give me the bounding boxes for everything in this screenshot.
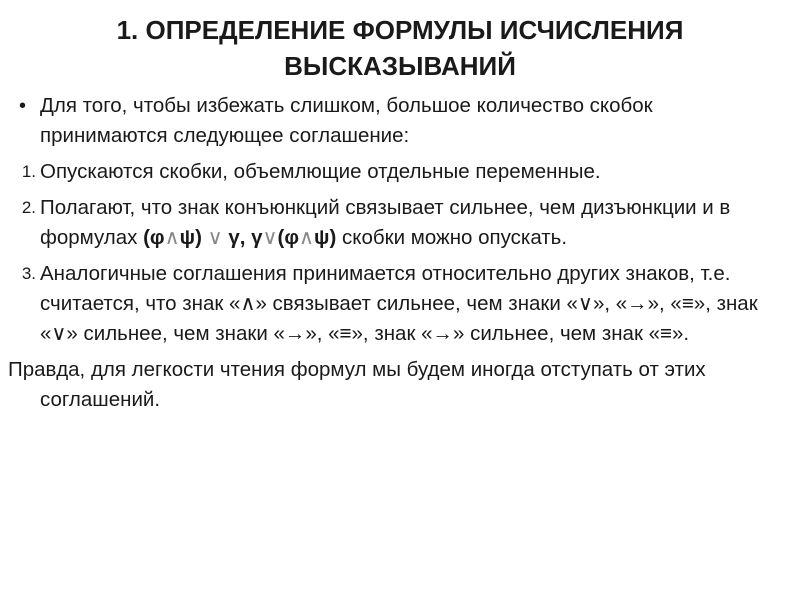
list-item-2: [0, 193, 800, 253]
formula-2-or-symbol: ∨: [262, 226, 278, 249]
list-marker-2: 2.: [21, 198, 36, 217]
bullet-marker: •: [18, 95, 26, 117]
list-item-3: [0, 259, 800, 349]
formula-gamma: γ, γ: [228, 226, 263, 249]
intro-text: Для того, чтобы избежать слишком, большое количество скобок принимаются следующее соглашение:: [40, 94, 653, 147]
list-marker-3: 3.: [21, 264, 36, 283]
formula-1-open: (φ: [143, 226, 165, 249]
formula-1-or-symbol: ∨: [201, 226, 229, 249]
list-item-3-text: Аналогичные соглашения принимается относительно других знаков, т.е. считается, что знак «∧» связывает сильнее, чем знаки «∨», «→», «≡», знак «∨» сильнее, чем знаки «→», «≡», знак «→» сильнее, чем знак «≡».: [40, 262, 758, 345]
formula-2-close: ψ): [314, 226, 337, 249]
formula-2-open: (φ: [277, 226, 300, 249]
slide-body: [0, 91, 800, 415]
closing-note: Правда, для легкости чтения формул мы будем иногда отступать от этих соглашений.: [8, 358, 706, 411]
list-item-2-text-end: скобки можно опускать.: [336, 226, 568, 249]
formula-1-close: ψ): [179, 226, 202, 249]
list-item-1: [0, 157, 800, 187]
intro-item: [0, 91, 800, 151]
list-item-2-text: Полагают, что знак конъюнкций связывает сильнее, чем дизъюнкции и в формулах: [40, 196, 731, 249]
list-item-1-text: Опускаются скобки, объемлющие отдельные переменные.: [40, 160, 601, 183]
formula-2-and-symbol: ∧: [299, 226, 315, 249]
list-marker-1: 1.: [21, 162, 36, 181]
formula-1-and-symbol: ∧: [164, 226, 180, 249]
slide-title: 1. ОПРЕДЕЛЕНИЕ ФОРМУЛЫ ИСЧИСЛЕНИЯ ВЫСКАЗЫВАНИЙ: [116, 15, 684, 81]
